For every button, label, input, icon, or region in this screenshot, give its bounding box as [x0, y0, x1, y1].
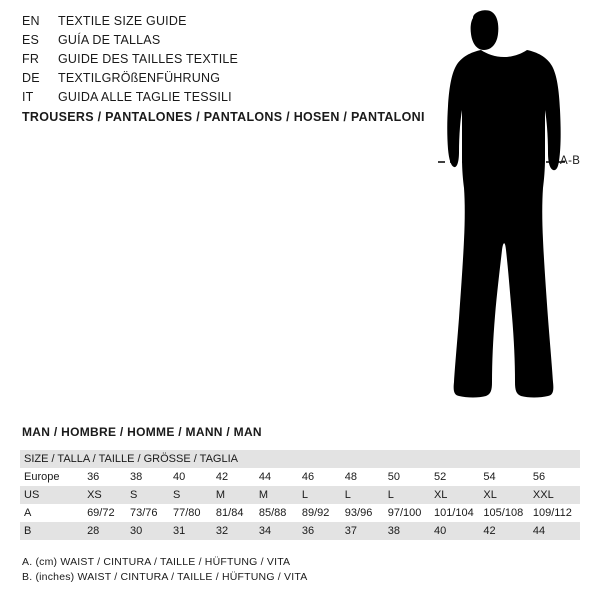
table-row [20, 486, 580, 504]
table-cell: 34 [258, 525, 272, 537]
table-row [20, 450, 580, 468]
table-cell: 36 [87, 471, 100, 483]
table-row-label: B [24, 525, 32, 537]
table-cell: 36 [301, 525, 315, 537]
table-cell: 44 [532, 525, 546, 537]
footnote-a: A. (cm) WAIST / CINTURA / TAILLE / HÜFTUNG / VITA [22, 556, 291, 568]
language-row [22, 71, 352, 90]
table-cell: 97/100 [387, 507, 422, 519]
table-cell: 38 [387, 525, 400, 537]
table-cell: 77/80 [172, 507, 201, 519]
table-cell: 54 [483, 471, 496, 483]
table-cell: 73/76 [130, 507, 158, 519]
language-code: IT [22, 90, 34, 104]
table-row-label: A [24, 507, 32, 519]
table-cell: 30 [130, 525, 143, 537]
table-cell: M [258, 489, 269, 501]
language-text: TEXTILE SIZE GUIDE [58, 14, 187, 28]
table-cell: 46 [301, 471, 315, 483]
table-cell: L [344, 489, 351, 501]
language-text: GUÍA DE TALLAS [58, 33, 161, 47]
footnote-b: B. (inches) WAIST / CINTURA / TAILLE / HÜFTUNG / VITA [22, 571, 308, 583]
table-title: MAN / HOMBRE / HOMME / MANN / MAN [22, 425, 262, 439]
table-cell: 31 [172, 525, 186, 537]
language-row [22, 33, 352, 52]
man-silhouette-figure [395, 10, 595, 410]
table-cell: 101/104 [433, 507, 474, 519]
table-cell: L [301, 489, 308, 501]
table-cell: 42 [483, 525, 496, 537]
table-cell: 38 [130, 471, 143, 483]
table-row-label: SIZE / TALLA / TAILLE / GRÖSSE / TAGLIA [24, 453, 238, 465]
table-cell: 48 [344, 471, 358, 483]
table-row [20, 504, 580, 522]
table-cell: 32 [215, 525, 229, 537]
table-cell: 109/112 [532, 507, 572, 519]
table-cell: 105/108 [483, 507, 524, 519]
table-cell: 85/88 [258, 507, 287, 519]
table-cell: 40 [433, 525, 447, 537]
table-cell: 81/84 [215, 507, 244, 519]
table-cell: 89/92 [301, 507, 330, 519]
size-table [20, 450, 580, 540]
table-cell: XXL [532, 489, 554, 501]
table-cell: 28 [87, 525, 100, 537]
table-cell: 40 [172, 471, 186, 483]
table-cell: S [172, 489, 181, 501]
language-text: GUIDA ALLE TAGLIE TESSILI [58, 90, 232, 104]
silhouette-icon [395, 10, 595, 410]
language-row [22, 52, 352, 71]
language-text: GUIDE DES TAILLES TEXTILE [58, 52, 239, 66]
table-row-label: Europe [24, 471, 60, 483]
table-cell: 37 [344, 525, 358, 537]
table-cell: XS [87, 489, 102, 501]
table-cell: S [130, 489, 138, 501]
table-cell: 52 [433, 471, 447, 483]
language-code: EN [22, 14, 40, 28]
language-list [22, 14, 352, 109]
table-cell: XL [483, 489, 497, 501]
section-title: TROUSERS / PANTALONES / PANTALONS / HOSEN / PANTALONI [22, 110, 425, 124]
table-cell: XL [433, 489, 448, 501]
table-cell: L [387, 489, 394, 501]
table-row-label: US [24, 489, 40, 501]
language-code: DE [22, 71, 40, 85]
table-row [20, 468, 580, 486]
table-cell: 50 [387, 471, 400, 483]
table-row [20, 522, 580, 540]
table-cell: 44 [258, 471, 272, 483]
footnotes [22, 555, 307, 585]
language-code: FR [22, 52, 40, 66]
table-cell: 69/72 [87, 507, 115, 519]
language-text: TEXTILGRÖßENFÜHRUNG [58, 71, 221, 85]
language-row [22, 90, 352, 109]
table-cell: 42 [215, 471, 229, 483]
measure-label-ab: A-B [560, 155, 581, 167]
table-cell: 56 [532, 471, 546, 483]
language-row [22, 14, 352, 33]
table-cell: 93/96 [344, 507, 373, 519]
language-code: ES [22, 33, 40, 47]
table-cell: M [215, 489, 226, 501]
